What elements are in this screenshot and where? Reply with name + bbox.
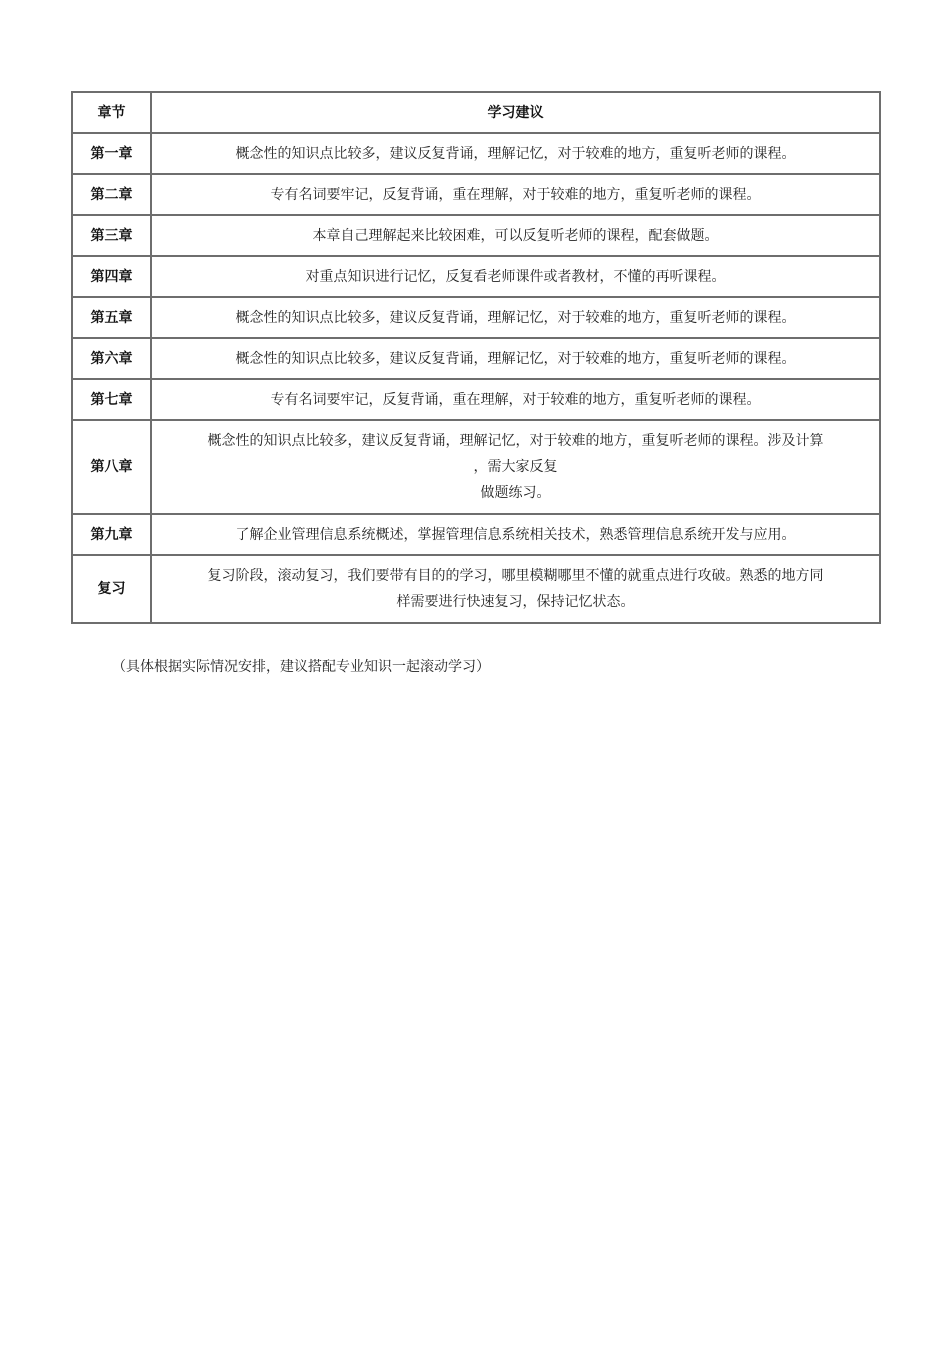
- table-row: [72, 133, 880, 174]
- document-page: [71, 91, 879, 624]
- chapter-cell: 第一章: [72, 133, 151, 174]
- table-row: [72, 420, 880, 514]
- advice-cell: [151, 133, 880, 174]
- chapter-cell: 第七章: [72, 379, 151, 420]
- table-row: [72, 555, 880, 623]
- advice-text: 样需要进行快速复习，保持记忆状态。: [396, 594, 635, 610]
- table-row: [72, 174, 880, 215]
- header-advice: 学习建议: [151, 92, 880, 133]
- table-row: [72, 256, 880, 297]
- chapter-cell: 第四章: [72, 256, 151, 297]
- advice-cell: [151, 420, 880, 514]
- advice-text: 做题练习。: [480, 485, 551, 501]
- advice-cell: [151, 215, 880, 256]
- advice-text: 了解企业管理信息系统概述，掌握管理信息系统相关技术，熟悉管理信息系统开发与应用。: [235, 526, 796, 543]
- chapter-cell: 第五章: [72, 297, 151, 338]
- advice-text: 概念性的知识点比较多，建议反复背诵，理解记忆，对于较难的地方，重复听老师的课程。涉及计算: [207, 433, 824, 449]
- header-chapter: 章节: [72, 92, 151, 133]
- table-row: [72, 379, 880, 420]
- chapter-cell: 第二章: [72, 174, 151, 215]
- advice-text: 对重点知识进行记忆，反复看老师课件或者教材，不懂的再听课程。: [305, 268, 726, 285]
- table-row: [72, 514, 880, 555]
- advice-cell: [151, 379, 880, 420]
- chapter-cell: 复习: [72, 555, 151, 623]
- chapter-cell: 第九章: [72, 514, 151, 555]
- advice-text: 概念性的知识点比较多，建议反复背诵，理解记忆，对于较难的地方，重复听老师的课程。: [235, 145, 796, 162]
- advice-cell: [151, 256, 880, 297]
- advice-text: 专有名词要牢记，反复背诵，重在理解，对于较难的地方，重复听老师的课程。: [270, 391, 761, 408]
- advice-cell: [151, 174, 880, 215]
- table-row: [72, 215, 880, 256]
- advice-text: 概念性的知识点比较多，建议反复背诵，理解记忆，对于较难的地方，重复听老师的课程。: [235, 350, 796, 367]
- advice-text: 复习阶段，滚动复习，我们要带有目的的学习，哪里模糊哪里不懂的就重点进行攻破。熟悉的地方同: [207, 568, 824, 584]
- advice-cell: [151, 514, 880, 555]
- advice-cell: [151, 338, 880, 379]
- advice-cell: [151, 297, 880, 338]
- advice-text: 本章自己理解起来比较困难，可以反复听老师的课程，配套做题。: [312, 227, 719, 244]
- chapter-cell: 第三章: [72, 215, 151, 256]
- advice-text: 专有名词要牢记，反复背诵，重在理解，对于较难的地方，重复听老师的课程。: [270, 186, 761, 203]
- advice-cell: [151, 555, 880, 623]
- table-row: [72, 297, 880, 338]
- advice-text: 概念性的知识点比较多，建议反复背诵，理解记忆，对于较难的地方，重复听老师的课程。: [235, 309, 796, 326]
- advice-text: ，需大家反复: [473, 459, 558, 475]
- table-header-row: [72, 92, 880, 133]
- footnote: （具体根据实际情况安排，建议搭配专业知识一起滚动学习）: [112, 659, 490, 675]
- table-row: [72, 338, 880, 379]
- chapter-cell: 第六章: [72, 338, 151, 379]
- study-plan-table: [71, 91, 881, 624]
- chapter-cell: 第八章: [72, 420, 151, 514]
